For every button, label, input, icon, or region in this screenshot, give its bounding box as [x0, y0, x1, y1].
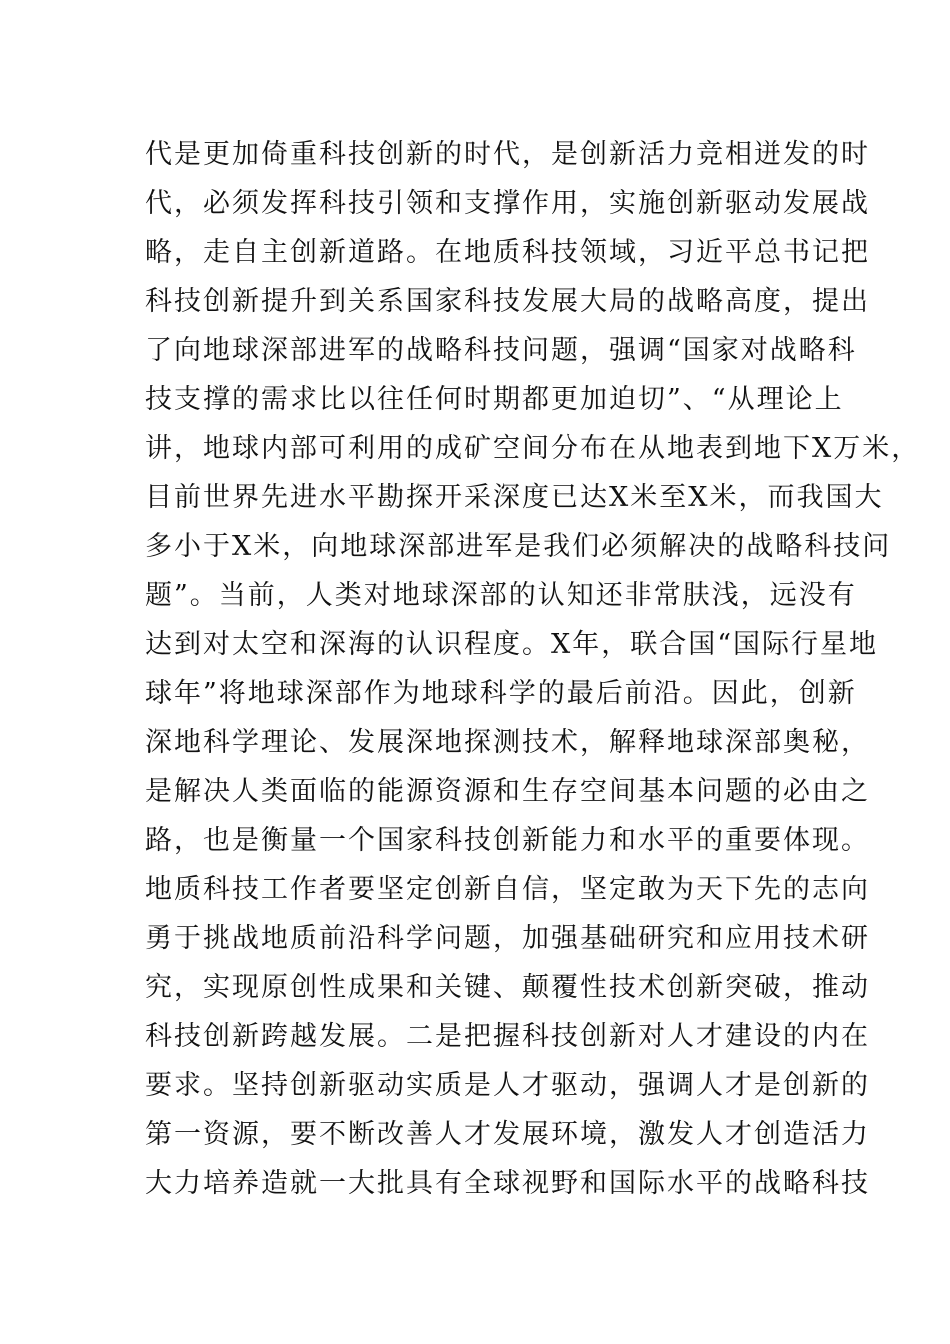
- text-line: 路，也是衡量一个国家科技创新能力和水平的重要体现。: [145, 825, 870, 856]
- text-line: 多小于X米，向地球深部进军是我们必须解决的战略科技问: [145, 531, 892, 562]
- text-line: 科技创新跨越发展。二是把握科技创新对人才建设的内在: [145, 1021, 870, 1052]
- body-text: [145, 130, 921, 1208]
- text-line: 要求。坚持创新驱动实质是人才驱动，强调人才是创新的: [145, 1070, 870, 1101]
- text-line: 大力培养造就一大批具有全球视野和国际水平的战略科技: [145, 1168, 870, 1199]
- text-line: 深地科学理论、发展深地探测技术，解释地球深部奥秘，: [145, 727, 870, 758]
- text-line: 地质科技工作者要坚定创新自信，坚定敢为天下先的志向: [145, 874, 870, 905]
- text-line: 究，实现原创性成果和关键、颠覆性技术创新突破，推动: [145, 972, 870, 1003]
- text-line: 了向地球深部进军的战略科技问题，强调“国家对战略科: [145, 335, 857, 366]
- text-line: 略，走自主创新道路。在地质科技领域，习近平总书记把: [145, 237, 870, 268]
- text-line: 球年”将地球深部作为地球科学的最后前沿。因此，创新: [145, 678, 857, 709]
- text-line: 代是更加倚重科技创新的时代，是创新活力竞相迸发的时: [145, 139, 870, 170]
- text-line: 技支撑的需求比以往任何时期都更加迫切”、“从理论上: [145, 384, 844, 415]
- text-line: 题”。当前，人类对地球深部的认知还非常肤浅，远没有: [145, 580, 857, 611]
- text-line: 目前世界先进水平勘探开采深度已达X米至X米，而我国大: [145, 482, 884, 513]
- text-line: 达到对太空和深海的认识程度。X年，联合国“国际行星地: [145, 629, 879, 660]
- text-line: 是解决人类面临的能源资源和生存空间基本问题的必由之: [145, 776, 870, 807]
- text-line: 第一资源，要不断改善人才发展环境，激发人才创造活力: [145, 1119, 870, 1150]
- text-line: 代，必须发挥科技引领和支撑作用，实施创新驱动发展战: [145, 188, 870, 219]
- text-line: 科技创新提升到关系国家科技发展大局的战略高度，提出: [145, 286, 870, 317]
- text-line: 勇于挑战地质前沿科学问题，加强基础研究和应用技术研: [145, 923, 870, 954]
- text-line: 讲，地球内部可利用的成矿空间分布在从地表到地下X万米，: [145, 433, 921, 464]
